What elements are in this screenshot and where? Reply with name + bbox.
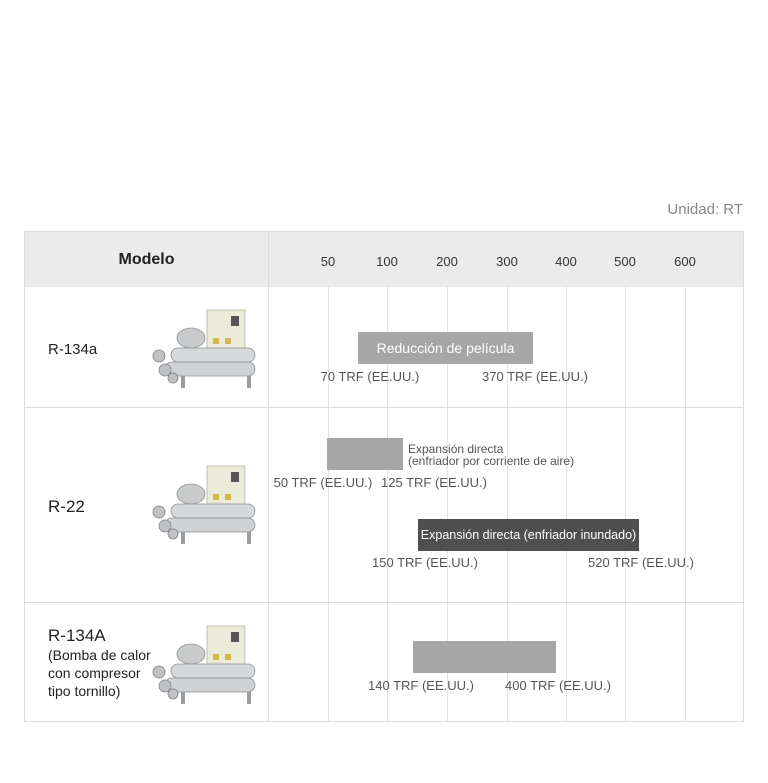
- range-bar-bomba-calor: [413, 641, 556, 673]
- tick-label-100: 100: [376, 254, 398, 269]
- unit-label: Unidad: RT: [667, 201, 743, 218]
- chiller-machine-icon: [151, 464, 259, 546]
- range-min-label: 150 TRF (EE.UU.): [372, 555, 478, 570]
- gridline-50: [328, 287, 329, 721]
- model-subtitle-line-2: con compresor: [48, 665, 141, 681]
- gridline-500: [625, 287, 626, 721]
- range-label-expansion-directa: Expansión directa: [408, 442, 504, 456]
- chiller-machine-icon: [151, 308, 259, 390]
- gridline-400: [566, 287, 567, 721]
- range-max-label: 520 TRF (EE.UU.): [588, 555, 694, 570]
- range-max-label: 125 TRF (EE.UU.): [381, 475, 487, 490]
- model-name-r134a: R-134a: [48, 341, 98, 358]
- model-name-r22: R-22: [48, 497, 85, 516]
- tick-label-50: 50: [320, 254, 336, 269]
- range-bar-expansion-directa-inundado: Expansión directa (enfriador inundado): [418, 519, 639, 551]
- chiller-machine-icon: [151, 624, 259, 706]
- row-divider-1: [25, 407, 743, 408]
- model-name-r134a-bomba: R-134A: [48, 626, 106, 645]
- model-subtitle-line-3: tipo tornillo): [48, 683, 121, 699]
- range-max-label: 400 TRF (EE.UU.): [505, 678, 611, 693]
- range-bar-reduccion-pelicula: Reducción de película: [358, 332, 533, 364]
- range-min-label: 70 TRF (EE.UU.): [320, 369, 420, 384]
- tick-label-300: 300: [496, 254, 518, 269]
- gridline-600: [685, 287, 686, 721]
- tick-label-200: 200: [436, 254, 458, 269]
- model-column-header: Modelo: [118, 250, 175, 268]
- range-max-label: 370 TRF (EE.UU.): [482, 369, 588, 384]
- model-column-divider: [268, 232, 269, 721]
- model-subtitle-line-1: (Bomba de calor: [48, 647, 151, 663]
- range-table: [24, 231, 744, 722]
- range-bar-expansion-directa-aire: [327, 438, 403, 470]
- tick-label-400: 400: [555, 254, 577, 269]
- row-divider-2: [25, 602, 743, 603]
- range-min-label: 140 TRF (EE.UU.): [368, 678, 474, 693]
- tick-label-500: 500: [614, 254, 636, 269]
- range-min-label: 50 TRF (EE.UU.): [273, 475, 373, 490]
- tick-label-600: 600: [674, 254, 696, 269]
- range-label-enfriador-aire: (enfriador por corriente de aire): [408, 454, 575, 468]
